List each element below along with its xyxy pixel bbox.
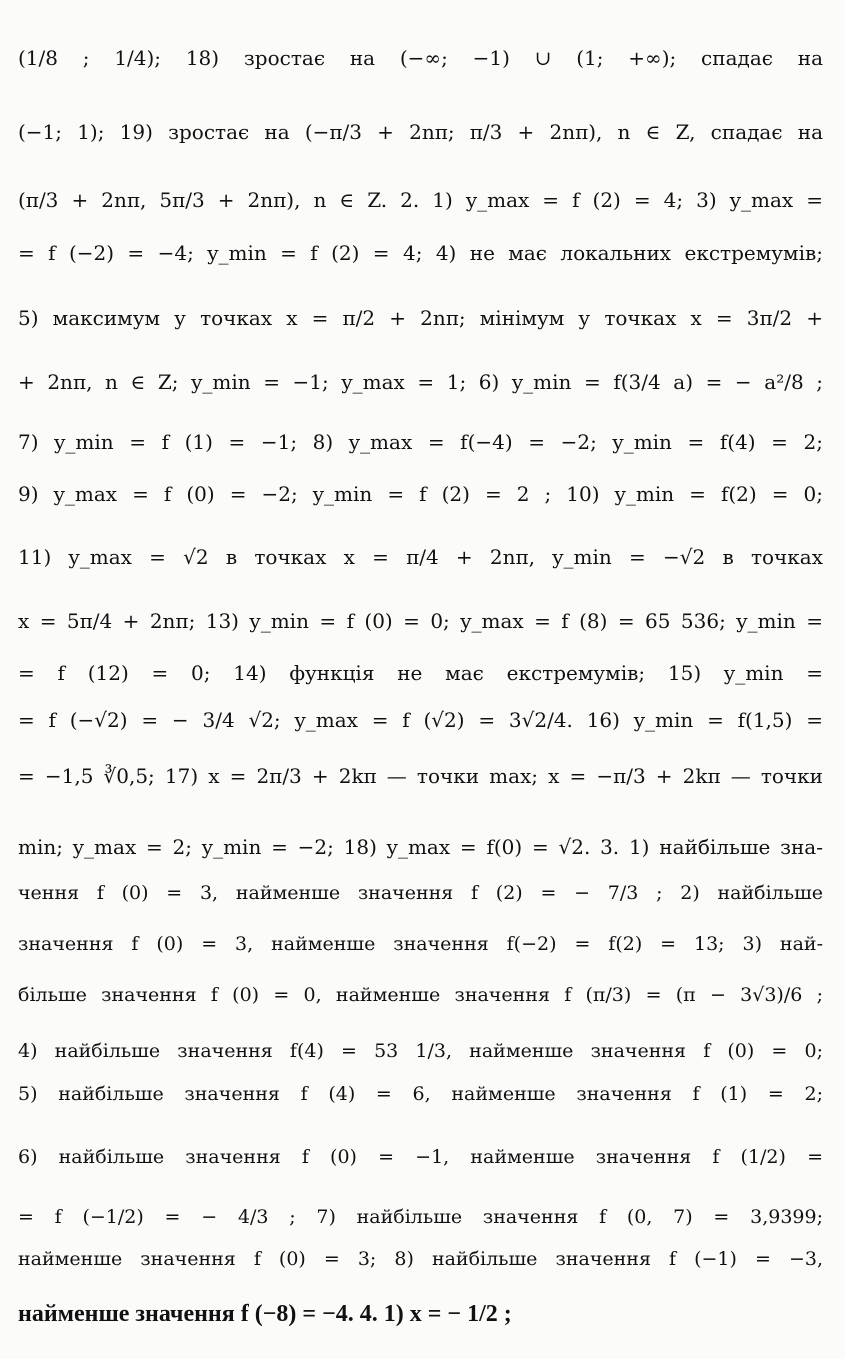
text-line: 7) y_min = f (1) = −1; 8) y_max = f(−4) = −2; y_min = f(4) = 2;: [18, 430, 823, 454]
text-line: = f (−2) = −4; y_min = f (2) = 4; 4) не має локальних екстремумів;: [18, 241, 823, 265]
text-line: 9) y_max = f (0) = −2; y_min = f (2) = 2 ; 10) y_min = f(2) = 0;: [18, 482, 823, 506]
text-line: = f (−√2) = − 3/4 √2; y_max = f (√2) = 3√2/4. 16) y_min = f(1,5) =: [18, 708, 823, 732]
text-line: 5) найбільше значення f (4) = 6, найменше значення f (1) = 2;: [18, 1083, 823, 1105]
text-line: = −1,5 ∛0,5; 17) x = 2π/3 + 2kπ — точки max; x = −π/3 + 2kπ — точки: [18, 764, 823, 788]
text-line: 6) найбільше значення f (0) = −1, найменше значення f (1/2) =: [18, 1146, 823, 1168]
text-line: = f (−1/2) = − 4/3 ; 7) найбільше значення f (0, 7) = 3,9399;: [18, 1206, 823, 1228]
text-line: (1/8 ; 1/4); 18) зростає на (−∞; −1) ∪ (1; +∞); спадає на: [18, 46, 823, 70]
text-line: більше значення f (0) = 0, найменше значення f (π/3) = (π − 3√3)/6 ;: [18, 984, 823, 1006]
text-line: + 2nπ, n ∈ Z; y_min = −1; y_max = 1; 6) y_min = f(3/4 a) = − a²/8 ;: [18, 370, 823, 394]
text-line: = f (12) = 0; 14) функція не має екстремумів; 15) y_min =: [18, 661, 823, 685]
text-line: 4) найбільше значення f(4) = 53 1/3, найменше значення f (0) = 0;: [18, 1040, 823, 1062]
text-line: найменше значення f (−8) = −4. 4. 1) x = − 1/2 ;: [18, 1301, 512, 1327]
text-line: min; y_max = 2; y_min = −2; 18) y_max = f(0) = √2. 3. 1) найбільше зна-: [18, 835, 823, 859]
text-line: значення f (0) = 3, найменше значення f(−2) = f(2) = 13; 3) най-: [18, 933, 823, 955]
text-line: 5) максимум у точках x = π/2 + 2nπ; мінімум у точках x = 3π/2 +: [18, 306, 823, 330]
text-line: чення f (0) = 3, найменше значення f (2) = − 7/3 ; 2) найбільше: [18, 882, 823, 904]
text-line: найменше значення f (0) = 3; 8) найбільше значення f (−1) = −3,: [18, 1248, 823, 1270]
text-line: (−1; 1); 19) зростає на (−π/3 + 2nπ; π/3 + 2nπ), n ∈ Z, спадає на: [18, 120, 823, 144]
text-line: x = 5π/4 + 2nπ; 13) y_min = f (0) = 0; y_max = f (8) = 65 536; y_min =: [18, 609, 823, 633]
text-line: 11) y_max = √2 в точках x = π/4 + 2nπ, y_min = −√2 в точках: [18, 545, 823, 569]
text-line: (π/3 + 2nπ, 5π/3 + 2nπ), n ∈ Z. 2. 1) y_max = f (2) = 4; 3) y_max =: [18, 188, 823, 212]
